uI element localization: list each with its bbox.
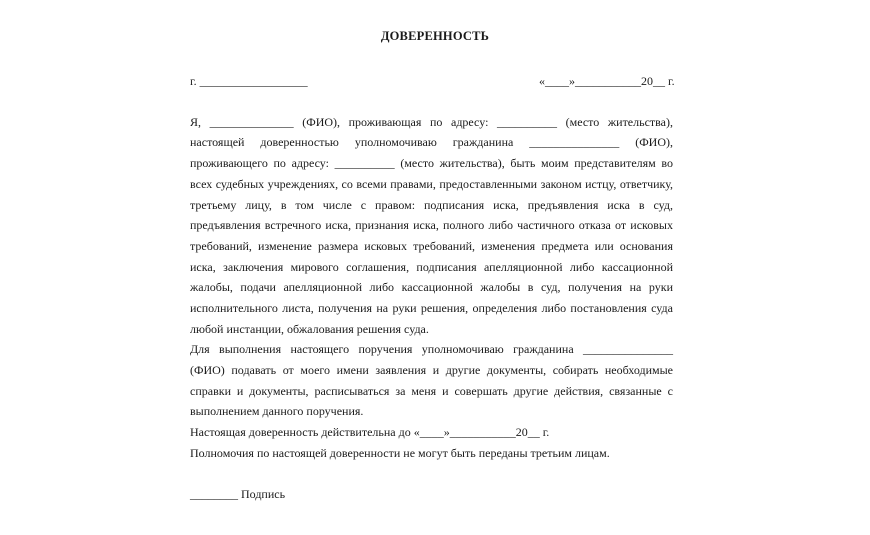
date-field: «____»___________20__ г. (539, 74, 675, 88)
body-line: Для выполнения настоящего поручения уполномочиваю гражданина _______________ (190, 342, 673, 356)
body-line: Я, ______________ (ФИО), проживающая по адресу: __________ (место жительства), (190, 115, 673, 129)
body-line: предъявления встречного иска, признания иска, полного либо частичного отказа от исковых (190, 218, 673, 232)
body-line: третьему лицу, в том числе с правом: подписания иска, предъявления иска в суд, (190, 198, 673, 212)
body-line: выполнением данного поручения. (190, 404, 364, 418)
body-line: жалобы, подачи апелляционной либо кассационной жалобы в суд, получения на руки (190, 280, 673, 294)
body-line: (ФИО) подавать от моего имени заявления и другие документы, собирать необходимые (190, 363, 673, 377)
body-line: справки и документы, расписываться за меня и совершать другие действия, связанные с (190, 384, 673, 398)
city-field: г. __________________ (190, 74, 308, 88)
body-line: всех судебных учреждениях, со всеми правами, предоставленными законом истцу, ответчику, (190, 177, 673, 191)
body-line: исполнительного листа, получения на руки решения, определения либо постановления суда (190, 301, 673, 315)
powers-line: Полномочия по настоящей доверенности не могут быть переданы третьим лицам. (190, 446, 610, 460)
body-line: требований, изменение размера исковых требований, изменения предмета или основания (190, 239, 673, 253)
body-line: проживающего по адресу: __________ (место жительства), быть моим представителям во (190, 156, 673, 170)
body-line: иска, заключения мирового соглашения, подписания апелляционной либо кассационной (190, 260, 673, 274)
body-line: настоящей доверенностью уполномочиваю гражданина _______________ (ФИО), (190, 135, 673, 149)
document-title: ДОВЕРЕННОСТЬ (380, 29, 490, 43)
validity-line: Настоящая доверенность действительна до «____»___________20__ г. (190, 425, 550, 439)
body-line: любой инстанции, обжалования решения суда. (190, 322, 429, 336)
signature-line: ________ Подпись (190, 487, 286, 501)
